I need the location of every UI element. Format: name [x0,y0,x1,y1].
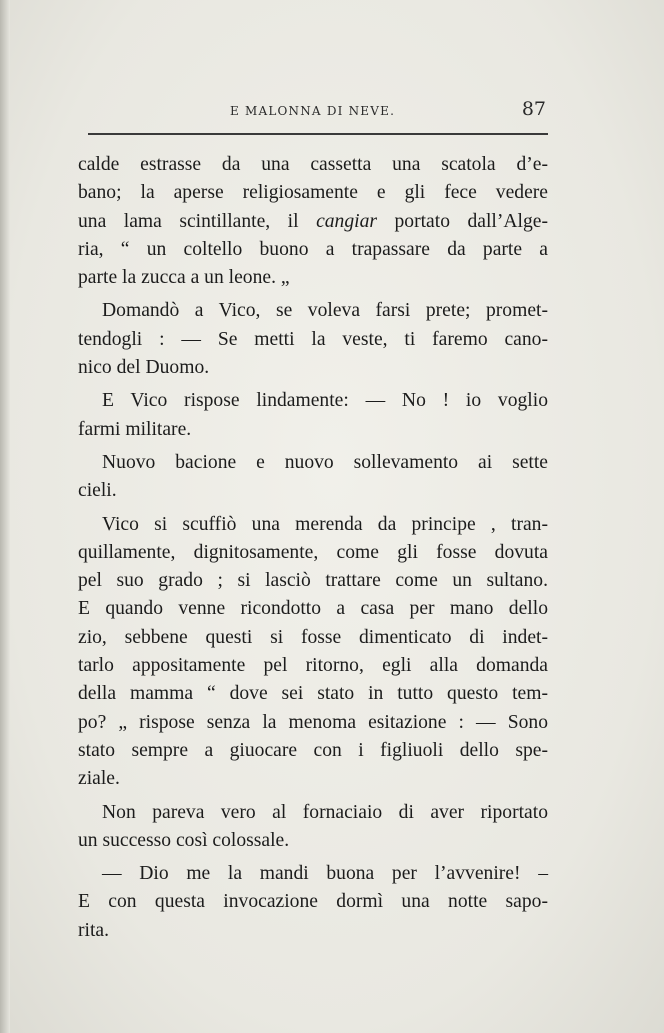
paragraph-1 [78,151,548,292]
text-line: Vico si scuffiò una merenda da principe , tran- [102,513,548,535]
text-line: E con questa invocazione dormì una notte sapo- [78,891,548,913]
header-rule [88,133,548,135]
page-header [80,98,548,128]
paragraph-6 [78,799,548,856]
text-line: ria, “ un coltello buono a trapassare da parte a [78,238,548,260]
text-line: E quando venne ricondotto a casa per mano dello [78,598,548,620]
text-line: calde estrasse da una cassetta una scatola d’e- [78,154,548,175]
text-line: quillamente, dignitosamente, come gli fosse dovuta [78,541,548,563]
running-title: E MALONNA DI NEVE. [230,104,396,118]
paragraph-2 [78,297,548,382]
paragraph-4 [78,449,548,506]
text-line: nico del Duomo. [78,357,210,379]
text-span: portato dall’Alge- [377,210,548,232]
text-line: un successo così colossale. [78,829,290,851]
paragraph-3 [78,387,548,444]
page-number: 87 [521,98,546,120]
text-line: parte la zucca a un leone. „ [78,267,290,289]
text-line: Nuovo bacione e nuovo sollevamento ai sette [102,451,548,473]
italic-word: cangiar [316,210,378,232]
text-line: — Dio me la mandi buona per l’avvenire! – [102,863,548,885]
text-span: una lama scintillante, il [78,210,299,232]
text-line: Domandò a Vico, se voleva farsi prete; promet- [102,300,548,322]
text-line: Non pareva vero al fornaciaio di aver riportato [102,801,548,823]
text-line: farmi militare. [78,418,192,440]
body-text [78,151,548,945]
text-line: E Vico rispose lindamente: — No ! io voglio [102,390,548,412]
text-line-with-italic [78,208,548,236]
text-line: tendogli : — Se metti la veste, ti faremo cano- [78,328,548,350]
text-line: rita. [78,919,110,941]
text-line: ziale. [78,768,120,790]
text-line: po? „ rispose senza la menoma esitazione : — Sono [78,711,548,733]
text-line: stato sempre a giuocare con i figliuoli dello spe- [78,739,548,761]
text-line: della mamma “ dove sei stato in tutto questo tem- [78,683,548,705]
paragraph-5 [78,511,548,794]
text-line: pel suo grado ; si lasciò trattare come un sultano. [78,570,548,592]
text-line: tarlo appositamente pel ritorno, egli alla domanda [78,655,548,677]
paragraph-7 [78,860,548,945]
text-line: cieli. [78,480,117,502]
text-line: bano; la aperse religiosamente e gli fece vedere [78,182,548,204]
page-edge-shadow [0,0,10,1033]
text-line: zio, sebbene questi si fosse dimenticato di indet- [78,626,548,648]
